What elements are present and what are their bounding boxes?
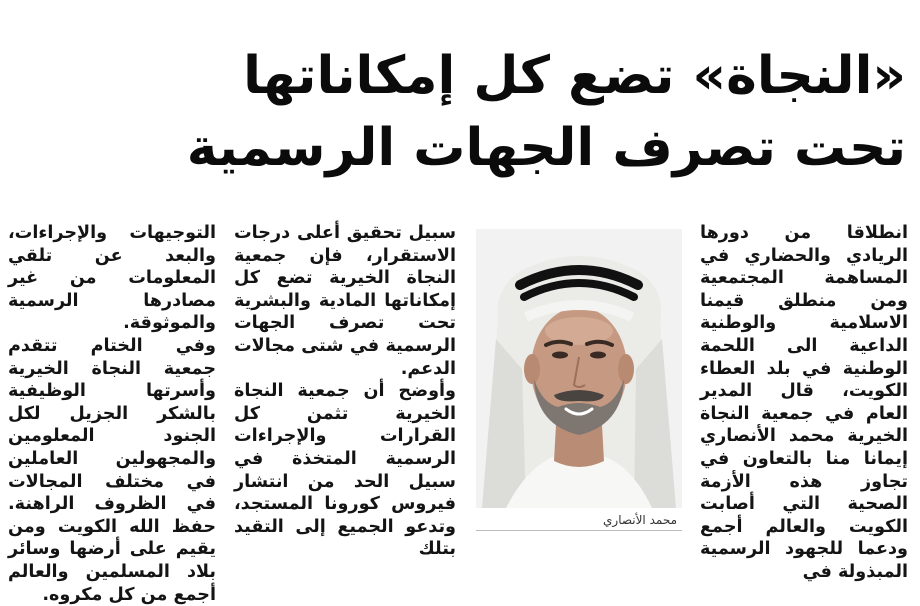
column-left-paragraph-2: وفي الختام تتقدم جمعية النجاة الخيرية وأسرتها الوظيفية بالشكر الجزيل لكل الجنود المعلومين والمجهولين العاملين في مختلف المجالات في الظروف الراهنة. حفظ الله الكويت ومن يقيم على أرضها وسائر بلاد المسلمين والعالم أجمع من كل مكروه.: [8, 335, 216, 605]
caption-divider: [476, 530, 682, 531]
article-column-right: [700, 222, 908, 584]
headline-line-1: «النجاة» تضع كل إمكاناتها: [243, 46, 906, 106]
article-headline: [186, 40, 906, 184]
column-middle-paragraph-1: سبيل تحقيق أعلى درجات الاستقرار، فإن جمعية النجاة الخيرية تضع كل إمكاناتها المادية والبشرية تحت تصرف الجهات الرسمية في شتى مجالات الدعم.: [234, 223, 456, 379]
column-right-text: انطلاقا من دورها الريادي والحضاري في المساهمة المجتمعية ومن منطلق قيمنا الاسلامية والوطنية الداعية الى اللحمة الوطنية في بلد العطاء الكويت، قال المدير العام في جمعية النجاة الخيرية محمد الأنصاري إيمانا منا بالتعاون في تجاوز هذه الأزمة الصحية التي أصابت الكويت والعالم أجمع ودعما للجهود الرسمية المبذولة في: [700, 223, 908, 582]
article-column-middle: [234, 222, 456, 561]
column-left-paragraph-1: التوجيهات والإجراءات، والبعد عن تلقي المعلومات من غير مصادرها الرسمية والموثوقة.: [8, 223, 216, 334]
photo-caption: محمد الأنصاري: [603, 513, 677, 527]
portrait-photo: [476, 229, 682, 508]
article-column-left: [8, 222, 216, 606]
column-middle-paragraph-2: وأوضح أن جمعية النجاة الخيرية تثمن كل القرارات والإجراءات الرسمية المتخذة في سبيل الحد من انتشار فيروس كورونا المستجد، وتدعو الجميع إلى التقيد بتلك: [234, 381, 456, 560]
headline-line-2: تحت تصرف الجهات الرسمية: [186, 118, 906, 178]
